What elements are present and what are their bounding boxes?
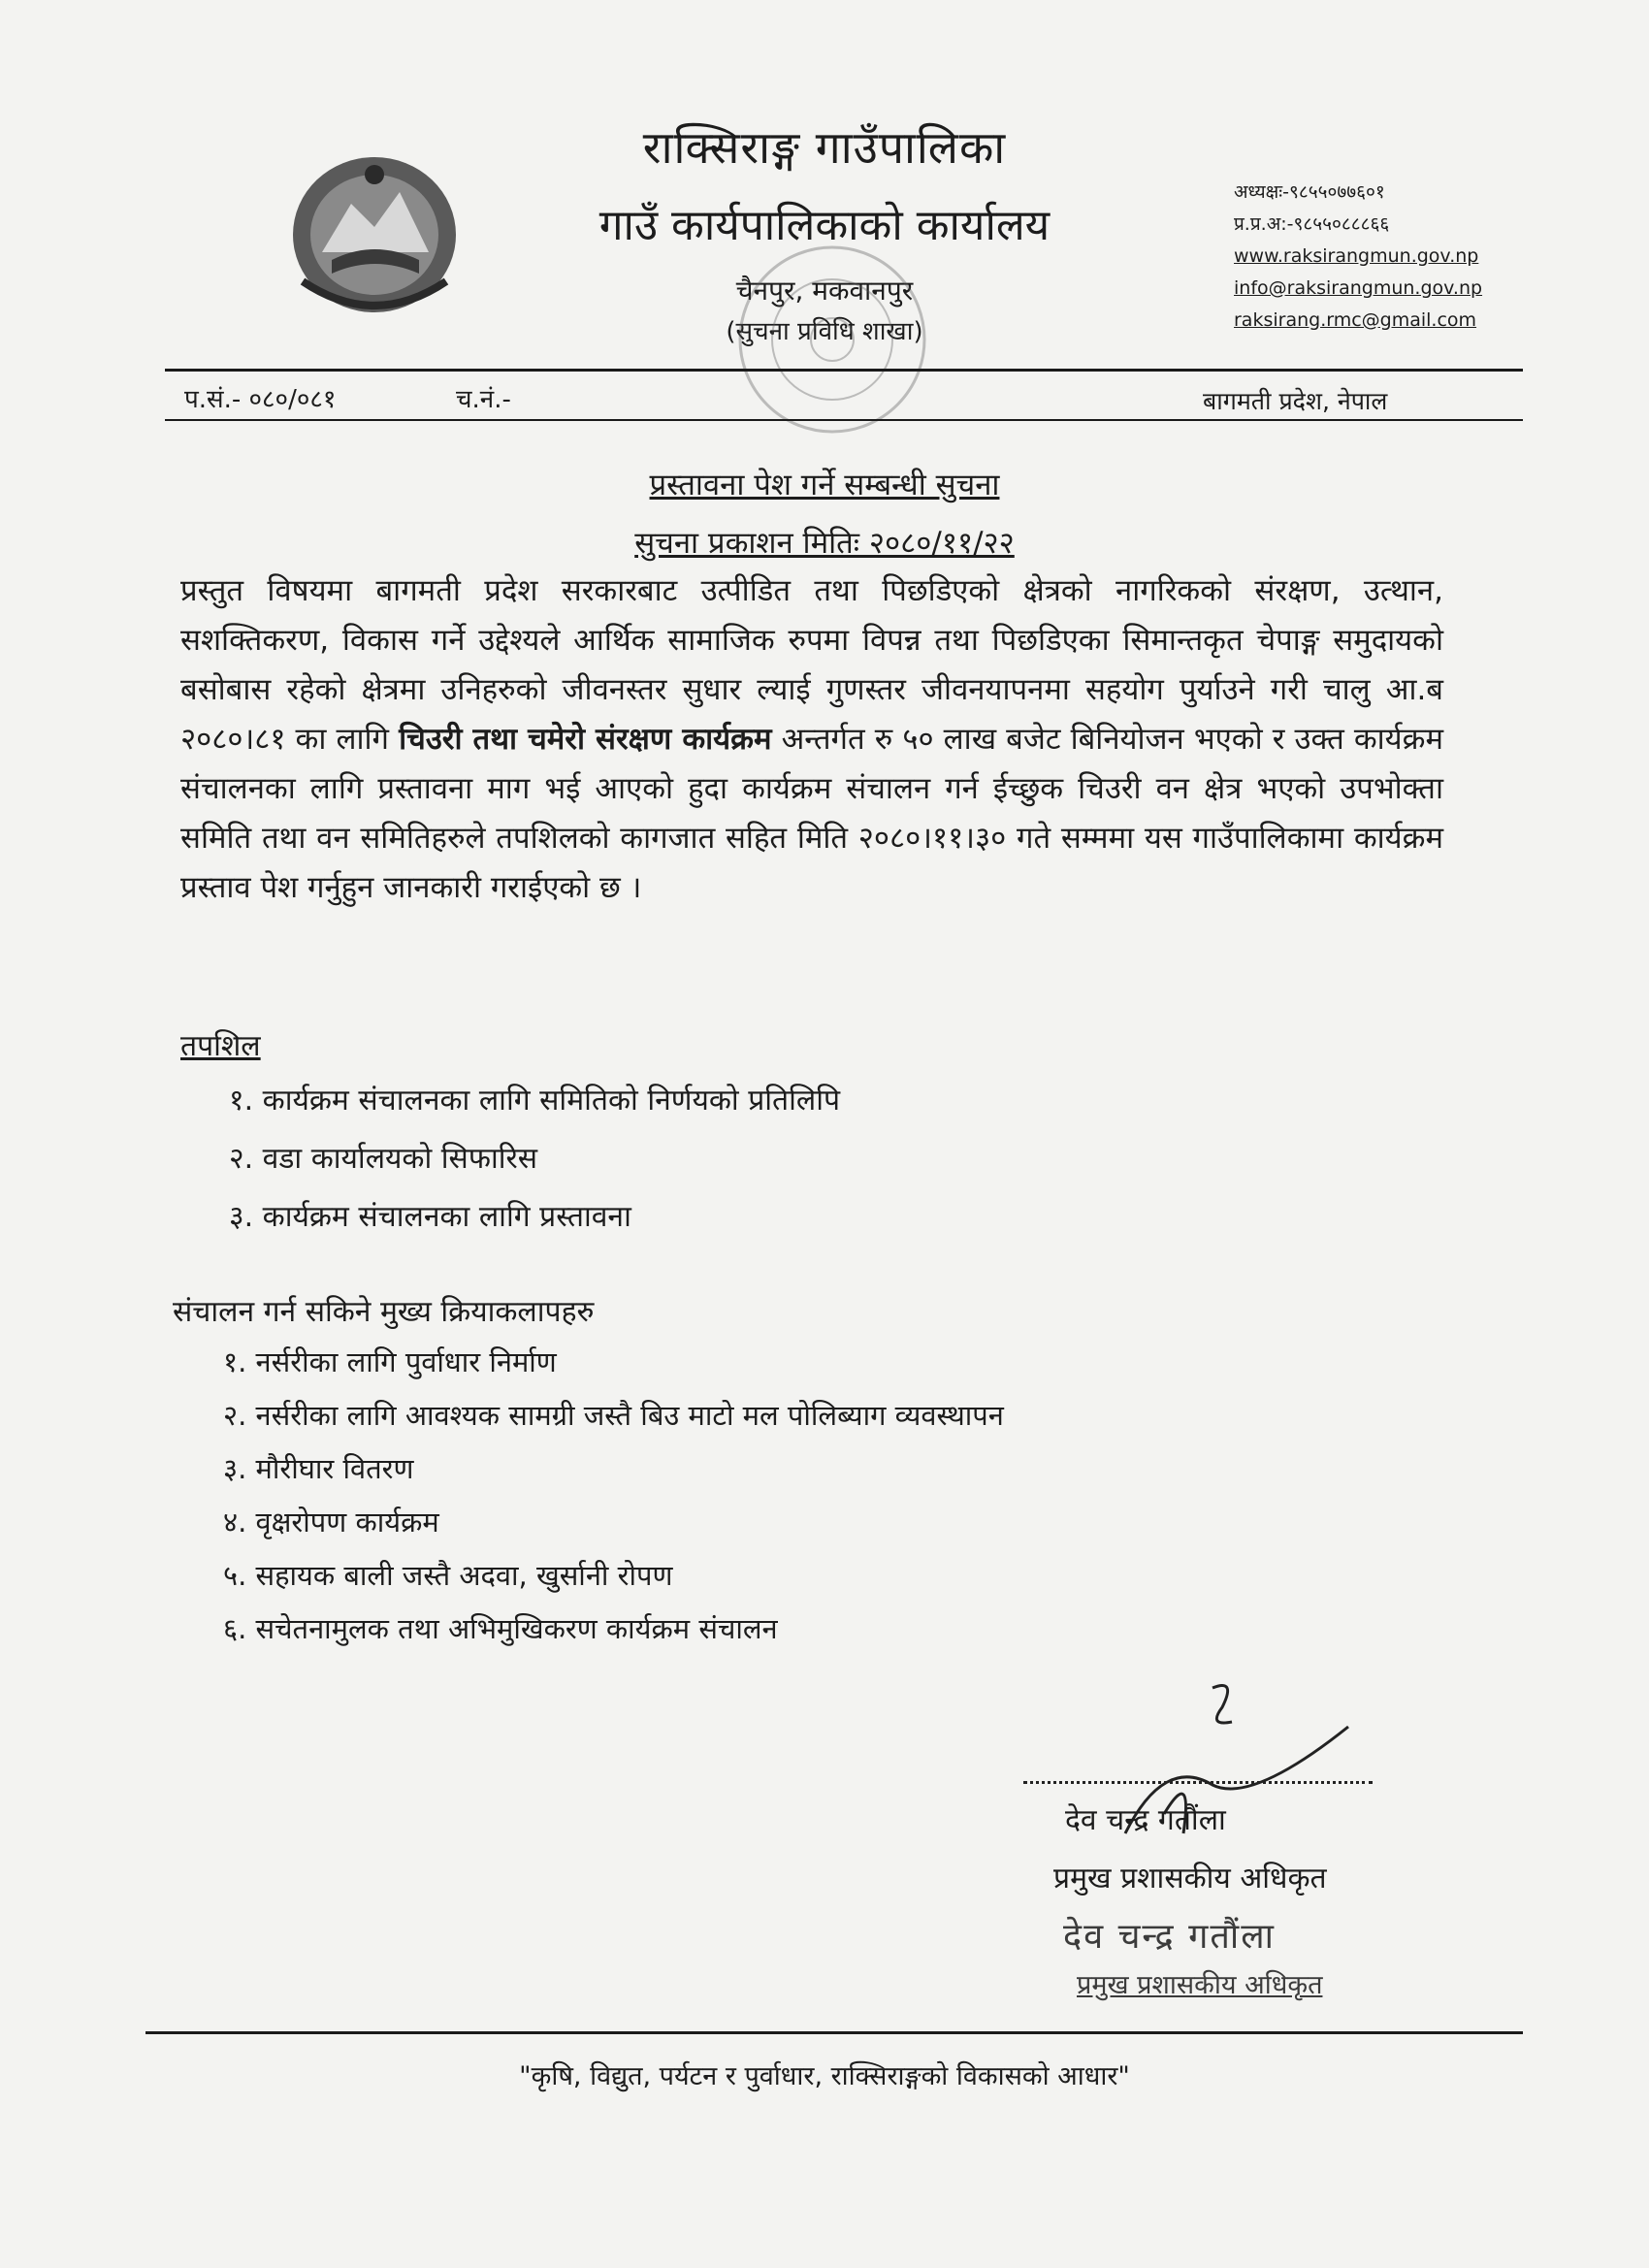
header-rule-lower xyxy=(165,419,1523,421)
footer-slogan: "कृषि, विद्युत, पर्यटन र पुर्वाधार, राक्सिराङ्गको विकासको आधार" xyxy=(519,2061,1130,2091)
office-seal-icon xyxy=(726,233,939,446)
list-item: ६. सचेतनामुलक तथा अभिमुखिकरण कार्यक्रम संचालन xyxy=(223,1612,778,1645)
program-name: चिउरी तथा चमेरो संरक्षण कार्यक्रम xyxy=(399,722,772,757)
schedule-heading: तपशिल xyxy=(180,1029,261,1063)
dispatch-number: च.नं.- xyxy=(456,385,511,414)
list-item: २. नर्सरीका लागि आवश्यक सामग्री जस्तै बिउ माटो मल पोलिब्याग व्यवस्थापन xyxy=(223,1399,1004,1432)
contact-block xyxy=(1234,177,1482,337)
reference-number: प.सं.- ०८०/०८१ xyxy=(184,385,337,414)
email-link[interactable]: info@raksirangmun.gov.np xyxy=(1234,277,1483,299)
office-address: चैनपुर, मकवानपुर xyxy=(735,275,914,307)
activities-list xyxy=(223,1343,1004,1663)
website-link[interactable]: www.raksirangmun.gov.np xyxy=(1234,245,1479,267)
list-item: १. नर्सरीका लागि पुर्वाधार निर्माण xyxy=(223,1345,557,1378)
list-item: ३. मौरीघार वितरण xyxy=(223,1452,414,1485)
body-text-part2: अन्तर्गत रु ५० लाख बजेट बिनियोजन भएको र उक्त कार्यक्रम संचालनका लागि प्रस्तावना माग भई आएको हुदा कार्यक्रम संचालन गर्न ईच्छुक चिउरी वन क्षेत्र भएको उपभोक्ता समिति तथा वन समितिहरुले तपशिलको कागजात सहित मिति २०८०।११।३० गते सम्ममा यस गाउँपालिकामा कार्यक्रम प्रस्ताव पेश गर्नुहुन जानकारी गराईएको छ । xyxy=(180,722,1443,905)
office-name: गाउँ कार्यपालिकाको कार्यालय xyxy=(598,201,1051,250)
schedule-list xyxy=(229,1079,840,1253)
org-name: राक्सिराङ्ग गाउँपालिका xyxy=(642,121,1007,174)
notice-body xyxy=(180,567,1443,913)
list-item: १. कार्यक्रम संचालनका लागि समितिको निर्णयको प्रतिलिपि xyxy=(229,1084,841,1118)
chair-phone: अध्यक्षः-९८५५०७७६०१ xyxy=(1234,181,1385,203)
list-item: २. वडा कार्यालयको सिफारिस xyxy=(229,1142,538,1176)
publication-date: सुचना प्रकाशन मितिः २०८०/११/२२ xyxy=(634,526,1015,561)
title-stamp: प्रमुख प्रशासकीय अधिकृत xyxy=(1077,1970,1323,2000)
branch-name: (सुचना प्रविधि शाखा) xyxy=(726,317,923,346)
nepal-emblem-icon xyxy=(283,146,466,318)
list-item: ४. वृक्षरोपण कार्यक्रम xyxy=(223,1506,439,1539)
gmail-link[interactable]: raksirang.rmc@gmail.com xyxy=(1234,309,1477,331)
list-item: ३. कार्यक्रम संचालनका लागि प्रस्तावना xyxy=(229,1200,631,1234)
signer-name: देव चन्द्र गतौंला xyxy=(1065,1803,1226,1837)
footer-rule xyxy=(146,2031,1523,2034)
signature-line xyxy=(1023,1781,1373,1784)
cao-phone: प्र.प्र.अ:-९८५५०८८८६६ xyxy=(1234,213,1390,235)
notice-title: प्रस्तावना पेश गर्ने सम्बन्धी सुचना xyxy=(649,468,1000,502)
signer-title: प्रमुख प्रशासकीय अधिकृत xyxy=(1053,1862,1327,1895)
province-label: बागमती प्रदेश, नेपाल xyxy=(1203,387,1388,415)
body-text-part1: प्रस्तुत विषयमा बागमती प्रदेश सरकारबाट उत्पीडित तथा पिछडिएको क्षेत्रको नागरिकको संरक्षण, उत्थान, सशक्तिकरण, विकास गर्ने उद्देश्यले आर्थिक सामाजिक रुपमा विपन्न तथा पिछडिएका सिमान्तकृत चेपाङ्ग समुदायको बसोबास रहेको क्षेत्रमा उनिहरुको जीवनस्तर सुधार ल्याई गुणस्तर जीवनयापनमा सहयोग पुर्याउने गरी चालु आ.ब २०८०।८१ का लागि xyxy=(180,573,1443,757)
activities-heading: संचालन गर्न सकिने मुख्य क्रियाकलापहरु xyxy=(173,1295,595,1329)
name-stamp: देव चन्द्र गतौंला xyxy=(1063,1917,1276,1957)
header-rule xyxy=(165,369,1523,372)
list-item: ५. सहायक बाली जस्तै अदवा, खुर्सानी रोपण xyxy=(223,1559,673,1592)
